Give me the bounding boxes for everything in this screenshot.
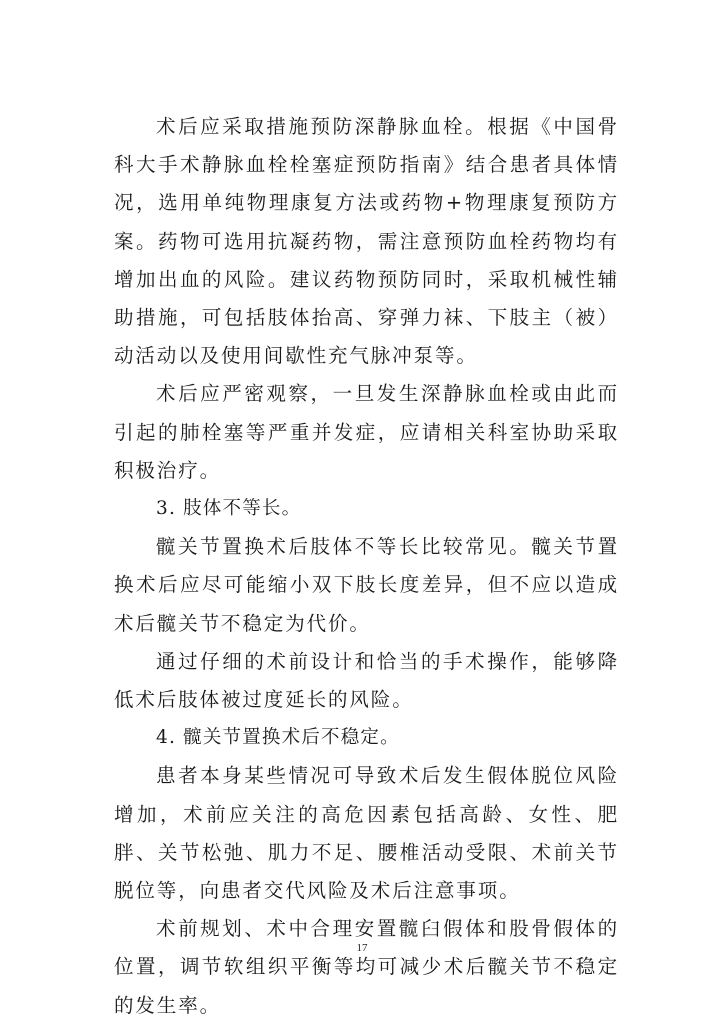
page-number: 17	[356, 942, 368, 954]
paragraph-instability-planning: 术前规划、术中合理安置髋臼假体和股骨假体的位置，调节软组织平衡等均可减少术后髋关节不稳定的发生率。	[114, 917, 619, 1017]
section-heading-limb-length: 3. 肢体不等长。	[156, 498, 302, 520]
body-text	[114, 108, 619, 1025]
paragraph-limb-length-planning: 通过仔细的术前设计和恰当的手术操作，能够降低术后肢体被过度延长的风险。	[114, 649, 619, 712]
section-heading-instability: 4. 髋关节置换术后不稳定。	[156, 727, 400, 749]
paragraph-dvt-observation: 术后应严密观察，一旦发生深静脉血栓或由此而引起的肺栓塞等严重并发症，应请相关科室协助采取积极治疗。	[114, 382, 619, 482]
paragraph-instability-risk: 患者本身某些情况可导致术后发生假体脱位风险增加，术前应关注的高危因素包括高龄、女性、肥胖、关节松弛、肌力不足、腰椎活动受限、术前关节脱位等，向患者交代风险及术后注意事项。	[114, 764, 619, 903]
paragraph-limb-length-common: 髋关节置换术后肢体不等长比较常见。髋关节置换术后应尽可能缩小双下肢长度差异，但不应以造成术后髋关节不稳定为代价。	[114, 535, 619, 635]
paragraph-dvt-prevention: 术后应采取措施预防深静脉血栓。根据《中国骨科大手术静脉血栓栓塞症预防指南》结合患者具体情况，选用单纯物理康复方法或药物+物理康复预防方案。药物可选用抗凝药物，需注意预防血栓药物均有增加出血的风险。建议药物预防同时，采取机械性辅助措施，可包括肢体抬高、穿弹力袜、下肢主（被）动活动以及使用间歇性充气脉冲泵等。	[114, 115, 619, 368]
